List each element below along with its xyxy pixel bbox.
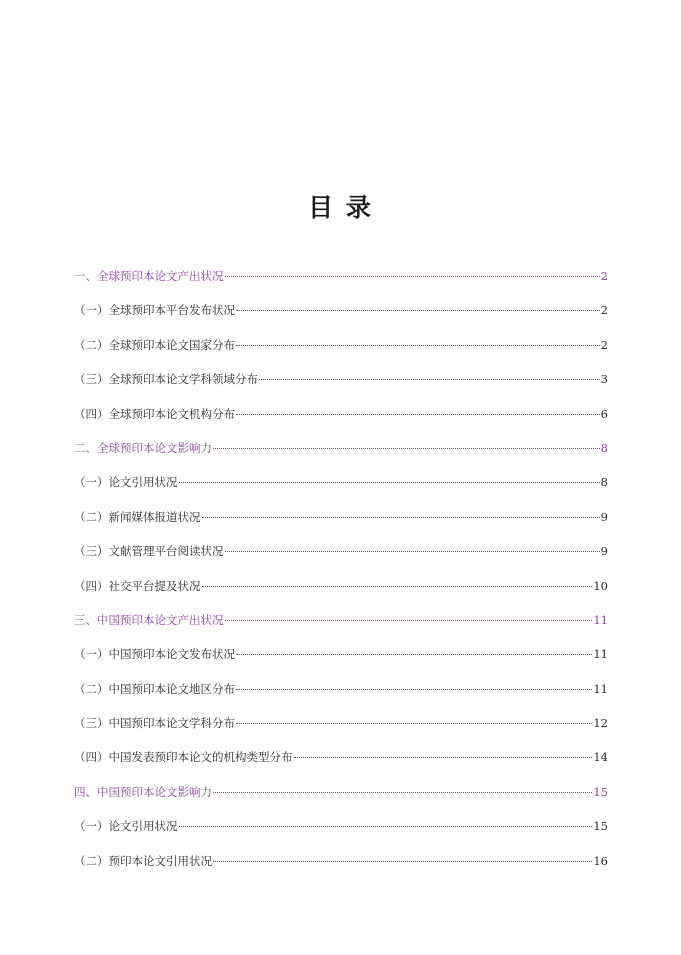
toc-entry-page-number: 11 xyxy=(593,612,608,627)
toc-entry-label: （二）新闻媒体报道状况 xyxy=(74,509,201,524)
toc-entry-label: （二）全球预印本论文国家分布 xyxy=(74,337,235,352)
toc-entry-label: （四）全球预印本论文机构分布 xyxy=(74,406,235,421)
toc-entry-page-number: 3 xyxy=(600,372,608,387)
toc-entry-label: （一）全球预印本平台发布状况 xyxy=(74,303,235,318)
toc-chapter-entry[interactable] xyxy=(74,777,608,811)
toc-section-entry[interactable] xyxy=(74,536,608,570)
toc-dot-leader xyxy=(236,345,600,346)
toc-entry-label: 三、中国预印本论文产出状况 xyxy=(74,612,224,627)
toc-section-entry[interactable] xyxy=(74,399,608,433)
toc-dot-leader xyxy=(202,517,600,518)
toc-entry-label: （三）全球预印本论文学科领域分布 xyxy=(74,372,258,387)
toc-dot-leader xyxy=(236,689,592,690)
toc-entry-page-number: 11 xyxy=(593,681,608,696)
toc-section-entry[interactable] xyxy=(74,467,608,501)
toc-entry-page-number: 6 xyxy=(600,406,608,421)
toc-section-entry[interactable] xyxy=(74,674,608,708)
toc-dot-leader xyxy=(179,482,600,483)
toc-entry-page-number: 14 xyxy=(593,750,608,765)
toc-entry-label: （三）中国预印本论文学科分布 xyxy=(74,716,235,731)
toc-section-entry[interactable] xyxy=(74,742,608,776)
toc-dot-leader xyxy=(236,310,600,311)
toc-entry-page-number: 2 xyxy=(600,269,608,283)
toc-entry-label: 一、全球预印本论文产出状况 xyxy=(74,269,224,283)
toc-entry-page-number: 10 xyxy=(593,578,608,593)
toc-entry-label: 二、全球预印本论文影响力 xyxy=(74,440,212,455)
toc-entry-page-number: 8 xyxy=(600,475,608,490)
toc-section-entry[interactable] xyxy=(74,364,608,398)
toc-dot-leader xyxy=(213,792,592,793)
toc-dot-leader xyxy=(236,723,592,724)
toc-entry-page-number: 2 xyxy=(600,337,608,352)
toc-section-entry[interactable] xyxy=(74,811,608,845)
toc-section-entry[interactable] xyxy=(74,846,608,880)
toc-entry-label: （三）文献管理平台阅读状况 xyxy=(74,544,224,559)
toc-dot-leader xyxy=(236,414,600,415)
toc-section-entry[interactable] xyxy=(74,330,608,364)
toc-entry-label: （四）社交平台提及状况 xyxy=(74,578,201,593)
toc-section-entry[interactable] xyxy=(74,295,608,329)
toc-chapter-entry[interactable] xyxy=(74,433,608,467)
toc-dot-leader xyxy=(225,276,600,277)
toc-dot-leader xyxy=(202,586,593,587)
toc-list xyxy=(74,261,608,880)
toc-entry-page-number: 2 xyxy=(600,303,608,318)
toc-entry-label: （四）中国发表预印本论文的机构类型分布 xyxy=(74,750,293,765)
toc-dot-leader xyxy=(225,551,600,552)
toc-entry-label: （一）论文引用状况 xyxy=(74,475,178,490)
toc-entry-label: （一）中国预印本论文发布状况 xyxy=(74,647,235,662)
toc-title: 目 录 xyxy=(308,193,373,222)
toc-entry-label: （二）预印本论文引用状况 xyxy=(74,853,212,868)
toc-section-entry[interactable] xyxy=(74,571,608,605)
toc-dot-leader xyxy=(294,757,593,758)
toc-entry-page-number: 15 xyxy=(593,784,608,799)
toc-dot-leader xyxy=(236,654,592,655)
toc-dot-leader xyxy=(179,826,593,827)
toc-section-entry[interactable] xyxy=(74,502,608,536)
toc-entry-page-number: 16 xyxy=(593,853,608,868)
toc-chapter-entry[interactable] xyxy=(74,261,608,295)
toc-dot-leader xyxy=(213,448,600,449)
toc-entry-page-number: 12 xyxy=(593,716,608,731)
toc-chapter-entry[interactable] xyxy=(74,605,608,639)
toc-entry-page-number: 8 xyxy=(600,440,608,455)
toc-dot-leader xyxy=(225,620,593,621)
toc-entry-page-number: 11 xyxy=(593,647,608,662)
toc-entry-label: （二）中国预印本论文地区分布 xyxy=(74,681,235,696)
toc-entry-label: 四、中国预印本论文影响力 xyxy=(74,784,212,799)
toc-entry-page-number: 15 xyxy=(593,819,608,834)
toc-entry-label: （一）论文引用状况 xyxy=(74,819,178,834)
toc-dot-leader xyxy=(259,379,600,380)
toc-section-entry[interactable] xyxy=(74,708,608,742)
toc-section-entry[interactable] xyxy=(74,639,608,673)
toc-entry-page-number: 9 xyxy=(600,544,608,559)
toc-dot-leader xyxy=(213,861,592,862)
toc-entry-page-number: 9 xyxy=(600,509,608,524)
